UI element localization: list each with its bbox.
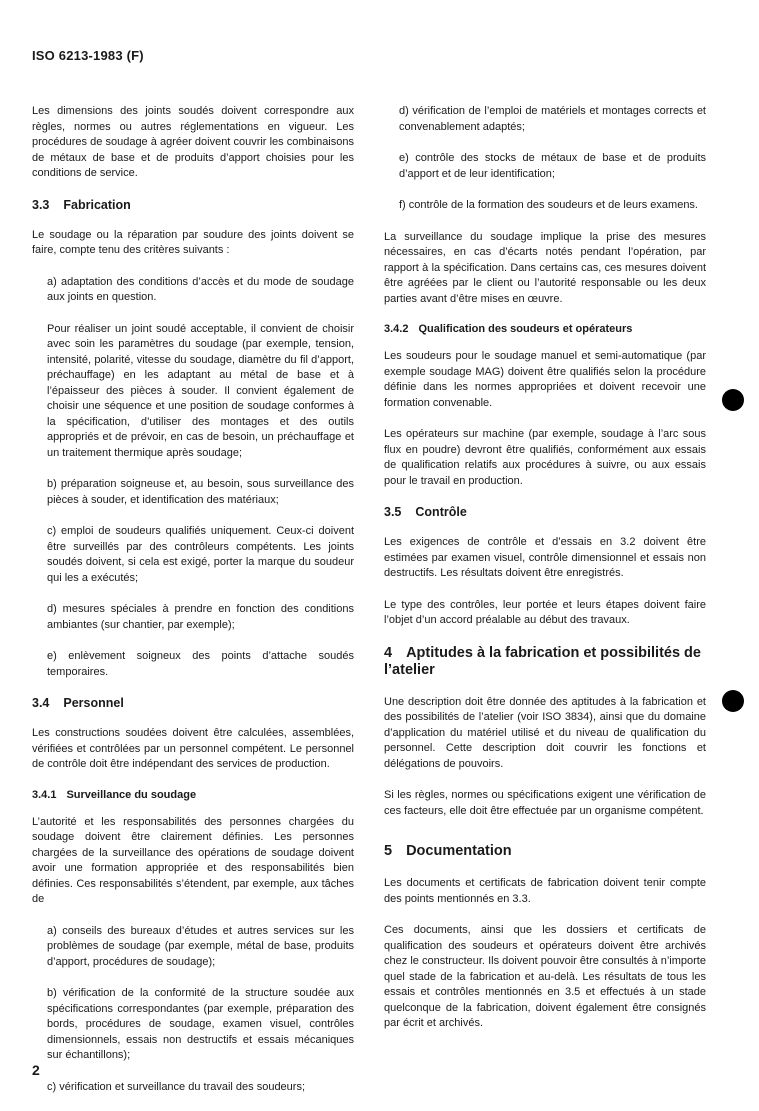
- document-id: ISO 6213-1983 (F): [32, 48, 144, 63]
- list-item: b) préparation soigneuse et, au besoin, sous surveillance des pièces à souder, et identification des matériaux;: [47, 478, 354, 506]
- paragraph: Le soudage ou la réparation par soudure des joints doivent se faire, compte tenu des critères suivants :: [32, 228, 354, 256]
- paragraph: L’autorité et les responsabilités des personnes chargées du soudage doivent être clairement définies. Les personnes chargées de la surveillance des opérations de soudage doivent avoir une formation appropriée et des responsabilités bien définies. Ces responsabilités s’étendent, par exemple, aux tâches de: [32, 815, 354, 905]
- paragraph: Les documents et certificats de fabrication doivent tenir compte des points mentionnés en 3.3.: [384, 877, 706, 905]
- page-number: 2: [32, 1062, 40, 1078]
- paragraph: Une description doit être donnée des aptitudes à la fabrication et des possibilités de l’atelier (voir ISO 3834), ainsi que du domaine d’application du matériel utilisé et du niveau de qualification du personnel. Cette description doit couvrir les fonctions et délégations de pouvoirs.: [384, 695, 706, 770]
- paragraph: Le type des contrôles, leur portée et leurs étapes doivent faire l’objet d’un accord préalable au début des travaux.: [384, 598, 706, 626]
- paragraph: Si les règles, normes ou spécifications exigent une vérification de ces facteurs, elle doit être effectuée par un organisme compétent.: [384, 789, 706, 817]
- list-item: a) conseils des bureaux d’études et autres services sur les problèmes de soudage (par exemple, métal de base, produits d’apport, procédures de soudage);: [47, 924, 354, 968]
- list-item: e) contrôle des stocks de métaux de base et de produits d’apport et de leur identification;: [399, 152, 706, 180]
- list-item: e) enlèvement soigneux des points d’attache soudés temporaires.: [47, 650, 354, 678]
- list-item: d) vérification de l’emploi de matériels et montages corrects et convenablement adaptés;: [399, 105, 706, 133]
- list-item: c) emploi de soudeurs qualifiés uniquement. Ceux-ci doivent être surveillés par des contrôleurs compétents. Les joints soudés doivent, si cela est exigé, porter la marque du soudeur qui les a exécutés;: [47, 525, 354, 584]
- revision-marker-dot: [722, 690, 744, 712]
- paragraph: Les exigences de contrôle et d’essais en 3.2 doivent être estimées par examen visuel, contrôle dimensionnel et essais non destructifs. Les résultats doivent être enregistrés.: [384, 536, 706, 579]
- paragraph: Les soudeurs pour le soudage manuel et semi-automatique (par exemple soudage MAG) doivent être qualifiés selon la procédure définie dans les normes appropriées et doivent recevoir une formation convenable.: [384, 350, 706, 409]
- right-column: [384, 104, 706, 1048]
- list-item: f) contrôle de la formation des soudeurs et de leurs examens.: [399, 199, 698, 211]
- paragraph: Ces documents, ainsi que les dossiers et certificats de qualification des soudeurs et opérateurs doivent être archivés chez le constructeur. Ils doivent pouvoir être consultés à n’importe quel stade de la fabrication et au-delà. Les résultats de tous les essais et contrôles mentionnés en 3.5 et effectués à un stade quelconque de la fabrication, doivent également être consignés par écrit et archivés.: [384, 924, 706, 1029]
- section-3-5-heading: 3.5 Contrôle: [384, 505, 467, 519]
- list-item: d) mesures spéciales à prendre en fonction des conditions ambiantes (sur chantier, par exemple);: [47, 603, 354, 631]
- paragraph: Les opérateurs sur machine (par exemple, soudage à l’arc sous flux en poudre) devront être qualifiés, conformément aux essais de qualification relatifs aux procédures à suivre, ou aux essais pour le travail en production.: [384, 428, 706, 487]
- revision-marker-dot: [722, 389, 744, 411]
- section-3-4-1-heading: 3.4.1 Surveillance du soudage: [32, 788, 197, 801]
- paragraph: Pour réaliser un joint soudé acceptable, il convient de choisir avec soin les paramètres du soudage (par exemple, tension, intensité, polarité, vitesse du soudage, diamètre du fil d’apport, préchauffage) en les adaptant au métal de base et à l’épaisseur des pièces à souder. Il convient également de choisir une séquence et une position de soudage conformes à la spécification, d’utiliser des montages et des outils appropriés et de prévoir, en cas de besoin, un préchauffage et un traitement thermique après soudage;: [47, 322, 354, 459]
- list-item: c) vérification et surveillance du travail des soudeurs;: [47, 1080, 306, 1093]
- list-item: a) adaptation des conditions d’accès et du mode de soudage aux joints en question.: [47, 275, 354, 303]
- intro-paragraph: Les dimensions des joints soudés doivent correspondre aux règles, normes ou autres réglementations en vigueur. Les procédures de soudage à agréer doivent couvrir les combinaisons de métaux de base et de produits d’apport choisies pour les conditions de service.: [32, 105, 354, 179]
- paragraph: Les constructions soudées doivent être calculées, assemblées, vérifiées et contrôlées par un personnel compétent. Le personnel de contrôle doit être indépendant des services de production.: [32, 727, 354, 770]
- section-5-heading: 5 Documentation: [384, 843, 512, 859]
- section-3-3-heading: 3.3 Fabrication: [32, 197, 131, 212]
- section-3-4-heading: 3.4 Personnel: [32, 696, 124, 710]
- list-item: b) vérification de la conformité de la structure soudée aux spécifications correspondantes (par exemple, préparation des bords, procédures de soudage, examen visuel, contrôles dimensionnels, essais non destructifs et essais mécaniques sur échantillons);: [47, 987, 354, 1061]
- left-column: [32, 104, 354, 1111]
- section-3-4-2-heading: 3.4.2 Qualification des soudeurs et opérateurs: [384, 323, 633, 335]
- section-4-heading: 4 Aptitudes à la fabrication et possibilités de l’atelier: [384, 644, 701, 678]
- paragraph: La surveillance du soudage implique la prise des mesures nécessaires, en cas d’écarts notés pendant l’opération, par rapport à la spécification. Dans certains cas, ces mesures doivent être agréées par le client ou l’autorité responsable ou les deux parties avant d’être mises en œuvre.: [384, 230, 706, 305]
